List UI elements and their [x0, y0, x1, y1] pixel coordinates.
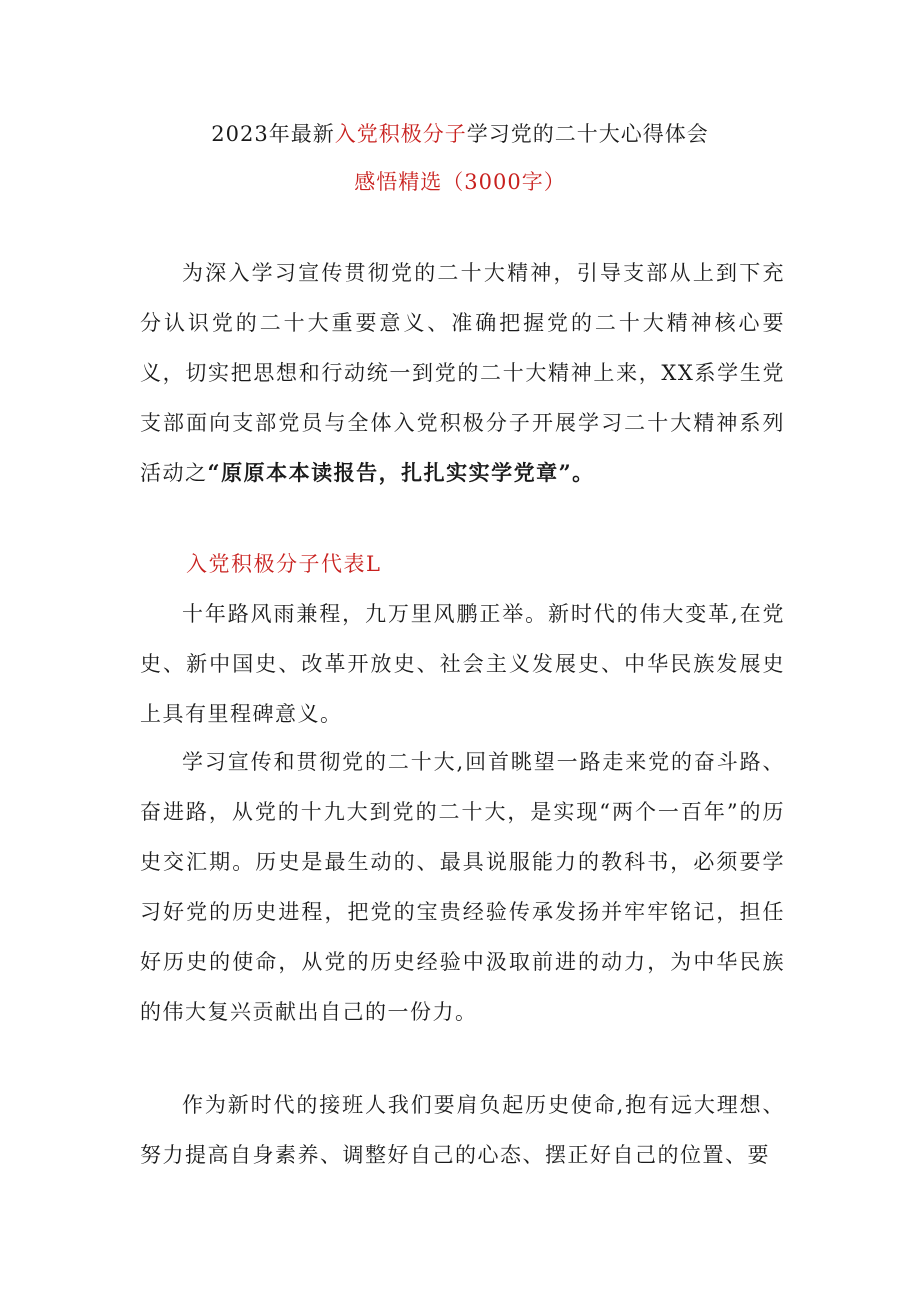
section-heading: 入党积极分子代表L: [186, 552, 382, 576]
title-suffix: 学习党的二十大心得体会: [466, 122, 709, 146]
document-title-line-2: 感悟精选（3000字）: [354, 170, 566, 194]
document-title-line-1: [0, 118, 920, 148]
intro-bold-slogan: “原原本本读报告，扎扎实实学党章”。: [207, 460, 595, 485]
paragraph-1: 十年路风雨兼程，九万里风鹏正举。新时代的伟大变革,在党史、新中国史、改革开放史、社会主义发展史、中华民族发展史上具有里程碑意义。: [140, 602, 785, 726]
intro-text: 为深入学习宣传贯彻党的二十大精神，引导支部从上到下充分认识党的二十大重要意义、准确把握党的二十大精神核心要义，切实把思想和行动统一到党的二十大精神上来，XX系学生党支部面向支部党员与全体入党积极分子开展学习二十大精神系列活动之: [140, 261, 785, 485]
intro-paragraph: [140, 248, 785, 498]
title-prefix: 2023年最新: [211, 122, 335, 146]
paragraph-2: 学习宣传和贯彻党的二十大,回首眺望一路走来党的奋斗路、奋进路，从党的十九大到党的二十大，是实现“两个一百年”的历史交汇期。历史是最生动的、最具说服能力的教科书，必须要学习好党的历史进程，把党的宝贵经验传承发扬并牢牢铭记，担任好历史的使命，从党的历史经验中汲取前进的动力，为中华民族的伟大复兴贡献出自己的一份力。: [140, 750, 785, 1024]
paragraph-3: 作为新时代的接班人我们要肩负起历史使命,抱有远大理想、努力提高自身素养、调整好自己的心态、摆正好自己的位置、要: [140, 1093, 785, 1167]
title-highlight: 入党积极分子: [334, 122, 467, 146]
